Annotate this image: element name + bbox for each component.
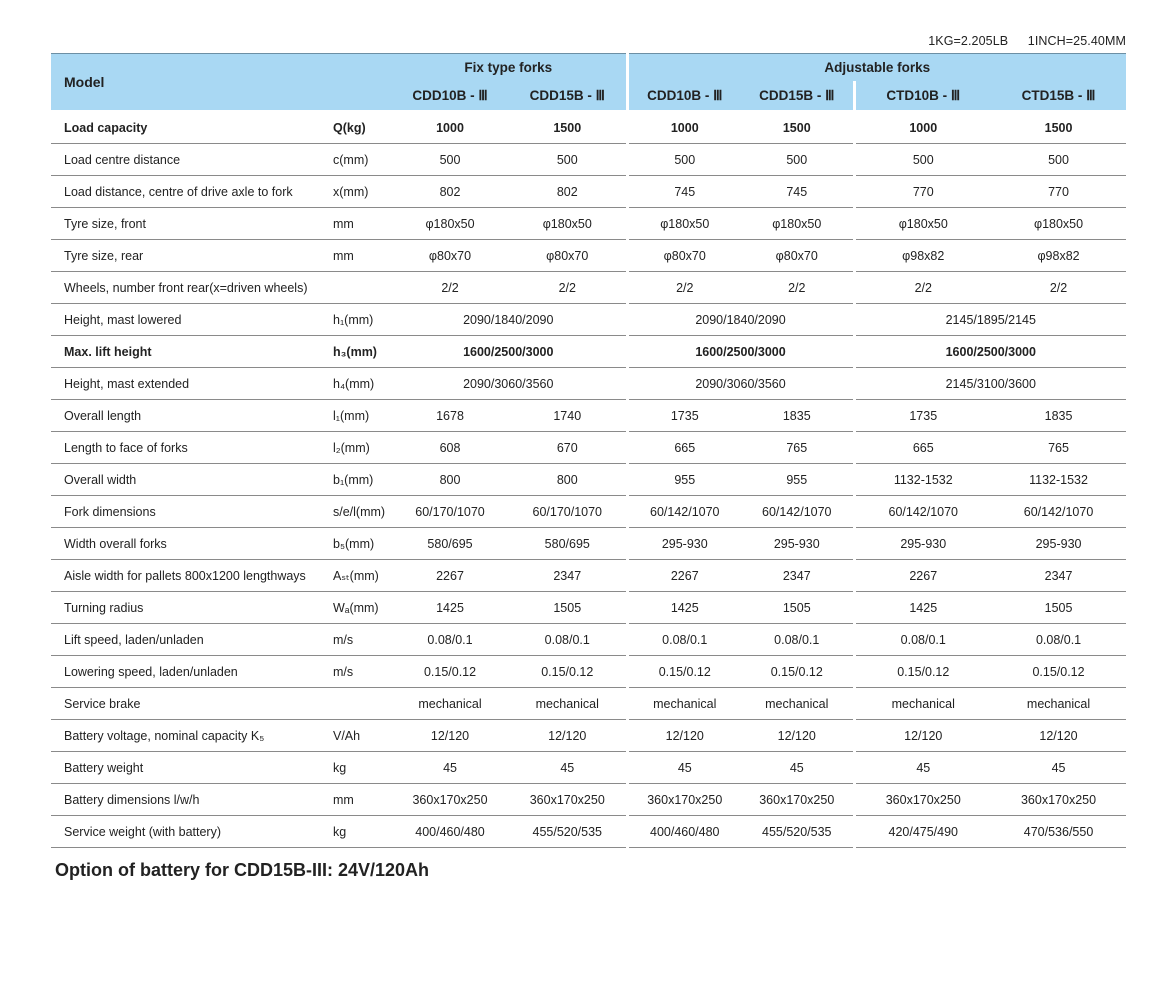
spec-name: Service weight (with battery) (51, 816, 321, 848)
spec-value: φ180x50 (509, 208, 627, 240)
spec-value: 0.08/0.1 (741, 624, 854, 656)
specification-table (51, 53, 1126, 848)
table-row (51, 144, 1126, 176)
spec-value: 800 (391, 464, 509, 496)
spec-value-merged: 2145/1895/2145 (854, 304, 1126, 336)
spec-value: 770 (854, 176, 991, 208)
spec-value: 1132-1532 (854, 464, 991, 496)
spec-value: 0.08/0.1 (627, 624, 741, 656)
spec-value: 765 (991, 432, 1126, 464)
spec-value: 2347 (741, 560, 854, 592)
table-row (51, 592, 1126, 624)
spec-value: φ180x50 (627, 208, 741, 240)
table-row (51, 111, 1126, 144)
spec-value: 0.15/0.12 (991, 656, 1126, 688)
spec-value: 45 (391, 752, 509, 784)
spec-value: 295-930 (854, 528, 991, 560)
spec-value: 1505 (509, 592, 627, 624)
spec-unit: mm (321, 784, 391, 816)
spec-value: 12/120 (854, 720, 991, 752)
spec-value: φ80x70 (741, 240, 854, 272)
spec-name: Width overall forks (51, 528, 321, 560)
spec-value: φ80x70 (627, 240, 741, 272)
spec-value: 1500 (991, 111, 1126, 144)
spec-value: 60/142/1070 (627, 496, 741, 528)
spec-value: 455/520/535 (741, 816, 854, 848)
spec-value: 295-930 (991, 528, 1126, 560)
spec-value: mechanical (854, 688, 991, 720)
spec-value-merged: 2090/3060/3560 (627, 368, 854, 400)
model-column-header: CDD10B - Ⅲ (627, 81, 741, 111)
spec-value: 745 (627, 176, 741, 208)
table-row (51, 784, 1126, 816)
table-row (51, 400, 1126, 432)
table-row (51, 560, 1126, 592)
spec-value: 670 (509, 432, 627, 464)
spec-value: 1740 (509, 400, 627, 432)
spec-value: 360x170x250 (854, 784, 991, 816)
spec-value: 360x170x250 (741, 784, 854, 816)
spec-value: φ80x70 (391, 240, 509, 272)
spec-value: 770 (991, 176, 1126, 208)
spec-name: Lift speed, laden/unladen (51, 624, 321, 656)
spec-unit: kg (321, 816, 391, 848)
spec-name: Tyre size, rear (51, 240, 321, 272)
spec-value: 1425 (854, 592, 991, 624)
spec-value: φ180x50 (741, 208, 854, 240)
spec-value: 2/2 (627, 272, 741, 304)
spec-unit: h₁(mm) (321, 304, 391, 336)
spec-value: 0.08/0.1 (391, 624, 509, 656)
spec-value: 2267 (391, 560, 509, 592)
spec-value: 60/170/1070 (391, 496, 509, 528)
table-row (51, 752, 1126, 784)
table-row (51, 528, 1126, 560)
spec-value: 360x170x250 (391, 784, 509, 816)
spec-name: Length to face of forks (51, 432, 321, 464)
spec-unit: kg (321, 752, 391, 784)
table-row (51, 816, 1126, 848)
spec-value: 800 (509, 464, 627, 496)
table-row (51, 336, 1126, 368)
spec-value: 580/695 (391, 528, 509, 560)
spec-unit: V/Ah (321, 720, 391, 752)
spec-unit: s/e/l(mm) (321, 496, 391, 528)
spec-value: 12/120 (627, 720, 741, 752)
spec-unit: m/s (321, 624, 391, 656)
spec-name: Load distance, centre of drive axle to fork (51, 176, 321, 208)
spec-value: 2/2 (391, 272, 509, 304)
spec-value: 1678 (391, 400, 509, 432)
table-row (51, 688, 1126, 720)
spec-value: 295-930 (627, 528, 741, 560)
spec-value-merged: 1600/2500/3000 (854, 336, 1126, 368)
spec-name: Overall width (51, 464, 321, 496)
model-column-header: CDD10B - Ⅲ (391, 81, 509, 111)
battery-option-footnote: Option of battery for CDD15B-III: 24V/120Ah (55, 860, 430, 880)
inch-conversion: 1INCH=25.40MM (1027, 34, 1126, 48)
spec-unit: h₄(mm) (321, 368, 391, 400)
spec-value: 400/460/480 (391, 816, 509, 848)
spec-value: 45 (627, 752, 741, 784)
spec-unit (321, 688, 391, 720)
spec-value: 802 (391, 176, 509, 208)
spec-unit: m/s (321, 656, 391, 688)
spec-name: Tyre size, front (51, 208, 321, 240)
spec-value: 500 (391, 144, 509, 176)
spec-value: φ98x82 (991, 240, 1126, 272)
spec-value-merged: 1600/2500/3000 (391, 336, 627, 368)
spec-value: φ180x50 (991, 208, 1126, 240)
spec-value: 45 (991, 752, 1126, 784)
spec-value: 0.15/0.12 (854, 656, 991, 688)
table-row (51, 176, 1126, 208)
model-column-header: CTD10B - Ⅲ (854, 81, 991, 111)
spec-value: 60/142/1070 (991, 496, 1126, 528)
unit-conversion-note (912, 34, 1126, 48)
spec-value-merged: 2090/1840/2090 (391, 304, 627, 336)
table-header (51, 54, 1126, 112)
spec-value: 1000 (391, 111, 509, 144)
model-column-header: CDD15B - Ⅲ (509, 81, 627, 111)
spec-value: 1132-1532 (991, 464, 1126, 496)
table-body (51, 111, 1126, 848)
spec-value: 0.15/0.12 (627, 656, 741, 688)
spec-name: Aisle width for pallets 800x1200 lengthways (51, 560, 321, 592)
spec-name: Load centre distance (51, 144, 321, 176)
spec-value: 1505 (741, 592, 854, 624)
spec-value: 295-930 (741, 528, 854, 560)
table-row (51, 720, 1126, 752)
spec-value: 1835 (991, 400, 1126, 432)
spec-value: mechanical (741, 688, 854, 720)
spec-value-merged: 2145/3100/3600 (854, 368, 1126, 400)
spec-value: 45 (854, 752, 991, 784)
spec-name: Overall length (51, 400, 321, 432)
model-column-header: CDD15B - Ⅲ (741, 81, 854, 111)
spec-name: Height, mast extended (51, 368, 321, 400)
spec-value-merged: 2090/3060/3560 (391, 368, 627, 400)
spec-unit: x(mm) (321, 176, 391, 208)
spec-value: 2267 (854, 560, 991, 592)
spec-value: 60/170/1070 (509, 496, 627, 528)
spec-unit: mm (321, 208, 391, 240)
spec-value: 1505 (991, 592, 1126, 624)
spec-value: 1500 (509, 111, 627, 144)
spec-name: Battery weight (51, 752, 321, 784)
spec-value: 802 (509, 176, 627, 208)
spec-value: 0.08/0.1 (991, 624, 1126, 656)
spec-value: 45 (741, 752, 854, 784)
spec-value: 1000 (854, 111, 991, 144)
spec-value: 2/2 (509, 272, 627, 304)
spec-value: φ80x70 (509, 240, 627, 272)
spec-value: 360x170x250 (627, 784, 741, 816)
table-row (51, 304, 1126, 336)
spec-unit: Aₛₜ(mm) (321, 560, 391, 592)
spec-value: 0.15/0.12 (391, 656, 509, 688)
table-row (51, 240, 1126, 272)
spec-value: 12/120 (991, 720, 1126, 752)
spec-value: φ180x50 (391, 208, 509, 240)
spec-value: 1500 (741, 111, 854, 144)
model-header: Model (51, 54, 391, 112)
spec-name: Load capacity (51, 111, 321, 144)
spec-unit: l₁(mm) (321, 400, 391, 432)
spec-unit: l₂(mm) (321, 432, 391, 464)
spec-name: Battery dimensions l/w/h (51, 784, 321, 816)
spec-name: Max. lift height (51, 336, 321, 368)
table-row (51, 656, 1126, 688)
table-row (51, 432, 1126, 464)
spec-value: 60/142/1070 (741, 496, 854, 528)
spec-value: 12/120 (391, 720, 509, 752)
spec-value: 0.15/0.12 (741, 656, 854, 688)
spec-value: 765 (741, 432, 854, 464)
spec-value: mechanical (627, 688, 741, 720)
spec-name: Turning radius (51, 592, 321, 624)
spec-value: 420/475/490 (854, 816, 991, 848)
table-row (51, 464, 1126, 496)
spec-value: 1425 (627, 592, 741, 624)
spec-value: 608 (391, 432, 509, 464)
spec-value: 360x170x250 (509, 784, 627, 816)
table-row (51, 624, 1126, 656)
spec-value: 665 (854, 432, 991, 464)
table-row (51, 208, 1126, 240)
spec-value: 12/120 (741, 720, 854, 752)
spec-value: 500 (741, 144, 854, 176)
group-adjustable-forks: Adjustable forks (627, 54, 1126, 82)
model-column-header: CTD15B - Ⅲ (991, 81, 1126, 111)
spec-name: Wheels, number front rear(x=driven wheels) (51, 272, 321, 304)
spec-value: 1425 (391, 592, 509, 624)
spec-value: 500 (854, 144, 991, 176)
group-fix-type-forks: Fix type forks (391, 54, 627, 82)
spec-value: 1835 (741, 400, 854, 432)
spec-value: φ98x82 (854, 240, 991, 272)
spec-value: 500 (509, 144, 627, 176)
spec-value: 60/142/1070 (854, 496, 991, 528)
spec-value: 1000 (627, 111, 741, 144)
spec-name: Height, mast lowered (51, 304, 321, 336)
spec-unit: b₅(mm) (321, 528, 391, 560)
spec-value: 2/2 (991, 272, 1126, 304)
spec-value: φ180x50 (854, 208, 991, 240)
spec-value: 500 (991, 144, 1126, 176)
spec-unit: mm (321, 240, 391, 272)
spec-value: 1735 (854, 400, 991, 432)
spec-name: Fork dimensions (51, 496, 321, 528)
spec-value: 2/2 (854, 272, 991, 304)
spec-name: Lowering speed, laden/unladen (51, 656, 321, 688)
spec-value: mechanical (509, 688, 627, 720)
spec-value: 580/695 (509, 528, 627, 560)
spec-unit: b₁(mm) (321, 464, 391, 496)
spec-unit (321, 272, 391, 304)
spec-value: 0.08/0.1 (509, 624, 627, 656)
spec-value: 1735 (627, 400, 741, 432)
spec-value: mechanical (991, 688, 1126, 720)
spec-value: 955 (627, 464, 741, 496)
spec-value: 2347 (991, 560, 1126, 592)
spec-value: 12/120 (509, 720, 627, 752)
spec-value: 665 (627, 432, 741, 464)
spec-value: 400/460/480 (627, 816, 741, 848)
table-row (51, 272, 1126, 304)
spec-value: 360x170x250 (991, 784, 1126, 816)
spec-value: 2347 (509, 560, 627, 592)
spec-value: 45 (509, 752, 627, 784)
spec-unit: c(mm) (321, 144, 391, 176)
spec-unit: h₃(mm) (321, 336, 391, 368)
table-row (51, 496, 1126, 528)
spec-value: 470/536/550 (991, 816, 1126, 848)
spec-value: 955 (741, 464, 854, 496)
spec-name: Battery voltage, nominal capacity K₅ (51, 720, 321, 752)
spec-value-merged: 1600/2500/3000 (627, 336, 854, 368)
spec-value-merged: 2090/1840/2090 (627, 304, 854, 336)
spec-value: 0.08/0.1 (854, 624, 991, 656)
spec-value: 2/2 (741, 272, 854, 304)
spec-value: 455/520/535 (509, 816, 627, 848)
spec-value: 2267 (627, 560, 741, 592)
table-row (51, 368, 1126, 400)
spec-value: 500 (627, 144, 741, 176)
spec-value: 0.15/0.12 (509, 656, 627, 688)
kg-conversion: 1KG=2.205LB (928, 34, 1009, 48)
spec-name: Service brake (51, 688, 321, 720)
spec-value: mechanical (391, 688, 509, 720)
spec-unit: Wₐ(mm) (321, 592, 391, 624)
spec-unit: Q(kg) (321, 111, 391, 144)
spec-value: 745 (741, 176, 854, 208)
